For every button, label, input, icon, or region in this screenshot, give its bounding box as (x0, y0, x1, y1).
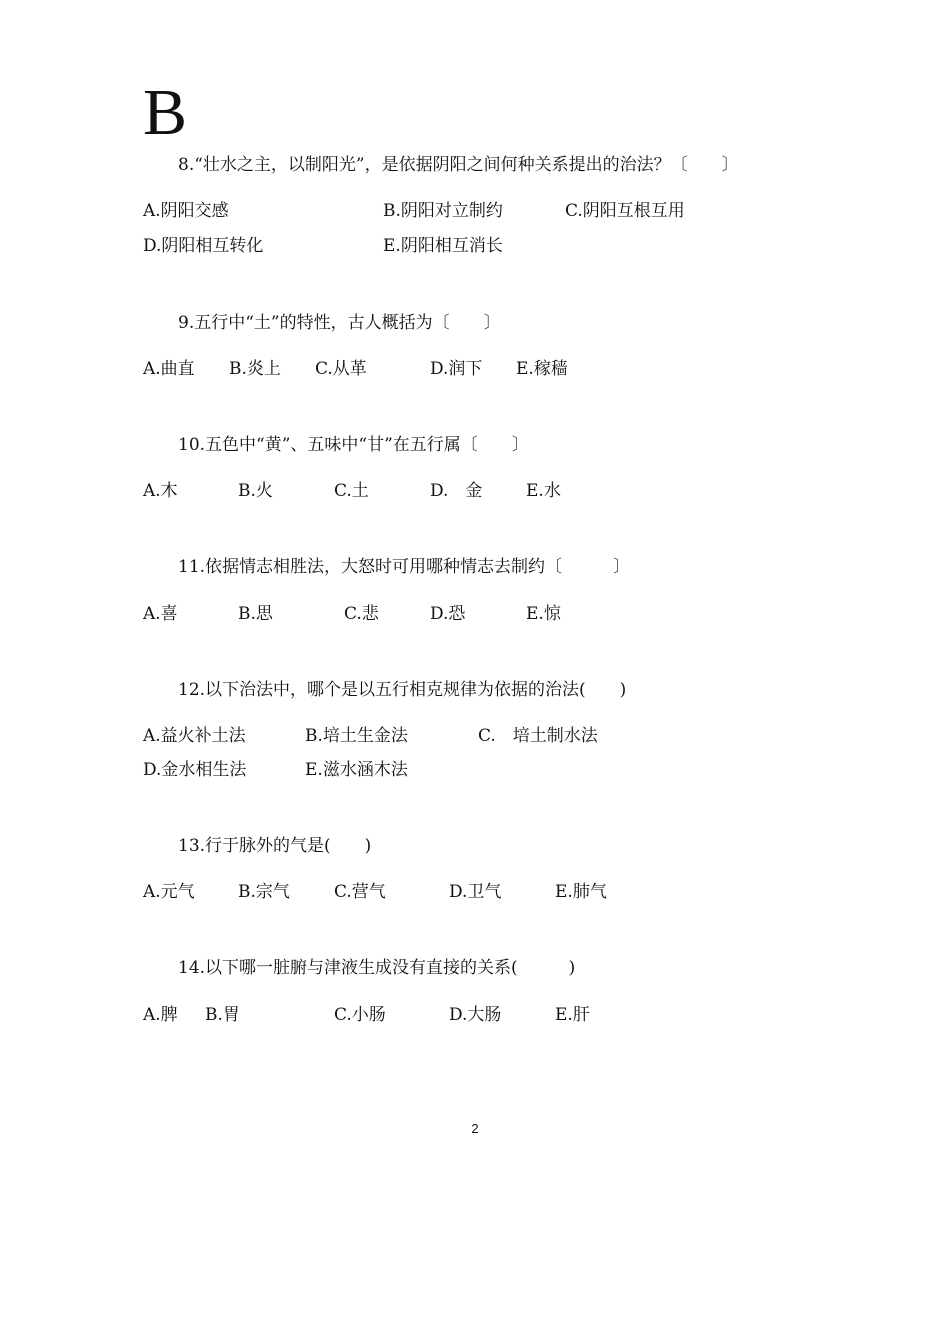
question-12-option-b: B.培土生金法 (305, 726, 408, 746)
page-number: 2 (471, 1121, 479, 1136)
question-13-option-b: B.宗气 (238, 882, 290, 902)
question-11-option-c: C.悲 (344, 604, 379, 624)
question-9-option-a: A.曲直 (143, 359, 195, 379)
question-14-option-b: B.胃 (205, 1005, 240, 1025)
question-10-stem: 10.五色中“黄”、五味中“甘”在五行属〔 〕 (178, 435, 529, 455)
question-14-option-e: E.肝 (555, 1005, 590, 1025)
question-8-option-c: C.阴阳互根互用 (565, 201, 685, 221)
question-11-option-e: E.惊 (526, 604, 561, 624)
question-10-option-a: A.木 (143, 481, 178, 501)
question-13-option-c: C.营气 (334, 882, 386, 902)
question-9-stem: 9.五行中“土”的特性，古人概括为〔 〕 (178, 313, 501, 333)
question-10-option-c: C.土 (334, 481, 369, 501)
question-9-option-b: B.炎上 (229, 359, 281, 379)
question-11-option-b: B.思 (238, 604, 273, 624)
question-12-stem: 12.以下治法中，哪个是以五行相克规律为依据的治法( ) (178, 680, 627, 700)
question-8-option-e: E.阴阳相互消长 (383, 236, 503, 256)
question-10-option-e: E.水 (526, 481, 561, 501)
question-9-option-c: C.从革 (315, 359, 367, 379)
question-10-option-d: D. 金 (430, 481, 483, 501)
question-13-option-d: D.卫气 (449, 882, 502, 902)
question-12-option-d: D.金水相生法 (143, 760, 247, 780)
question-8-option-b: B.阴阳对立制约 (383, 201, 503, 221)
question-13-option-a: A.元气 (143, 882, 195, 902)
question-14-stem: 14.以下哪一脏腑与津液生成没有直接的关系( ) (178, 958, 576, 978)
question-14-option-d: D.大肠 (449, 1005, 502, 1025)
question-12-option-e: E.滋水涵木法 (305, 760, 408, 780)
question-11-option-a: A.喜 (143, 604, 178, 624)
question-9-option-e: E.稼穑 (516, 359, 568, 379)
question-9-option-d: D.润下 (430, 359, 483, 379)
question-14-option-c: C.小肠 (334, 1005, 386, 1025)
question-13-stem: 13.行于脉外的气是( ) (178, 836, 372, 856)
question-11-option-d: D.恐 (430, 604, 466, 624)
section-letter: B (143, 76, 188, 149)
question-8-stem: 8.“壮水之主，以制阳光”，是依据阴阳之间何种关系提出的治法？〔 〕 (178, 155, 739, 175)
question-8-option-a: A.阴阳交感 (143, 201, 229, 221)
question-11-stem: 11.依据情志相胜法，大怒时可用哪种情志去制约〔 〕 (178, 557, 631, 577)
question-10-option-b: B.火 (238, 481, 273, 501)
question-12-option-a: A.益火补土法 (143, 726, 246, 746)
question-14-option-a: A.脾 (143, 1005, 178, 1025)
question-8-option-d: D.阴阳相互转化 (143, 236, 264, 256)
question-13-option-e: E.肺气 (555, 882, 607, 902)
question-12-option-c: C. 培土制水法 (478, 726, 598, 746)
